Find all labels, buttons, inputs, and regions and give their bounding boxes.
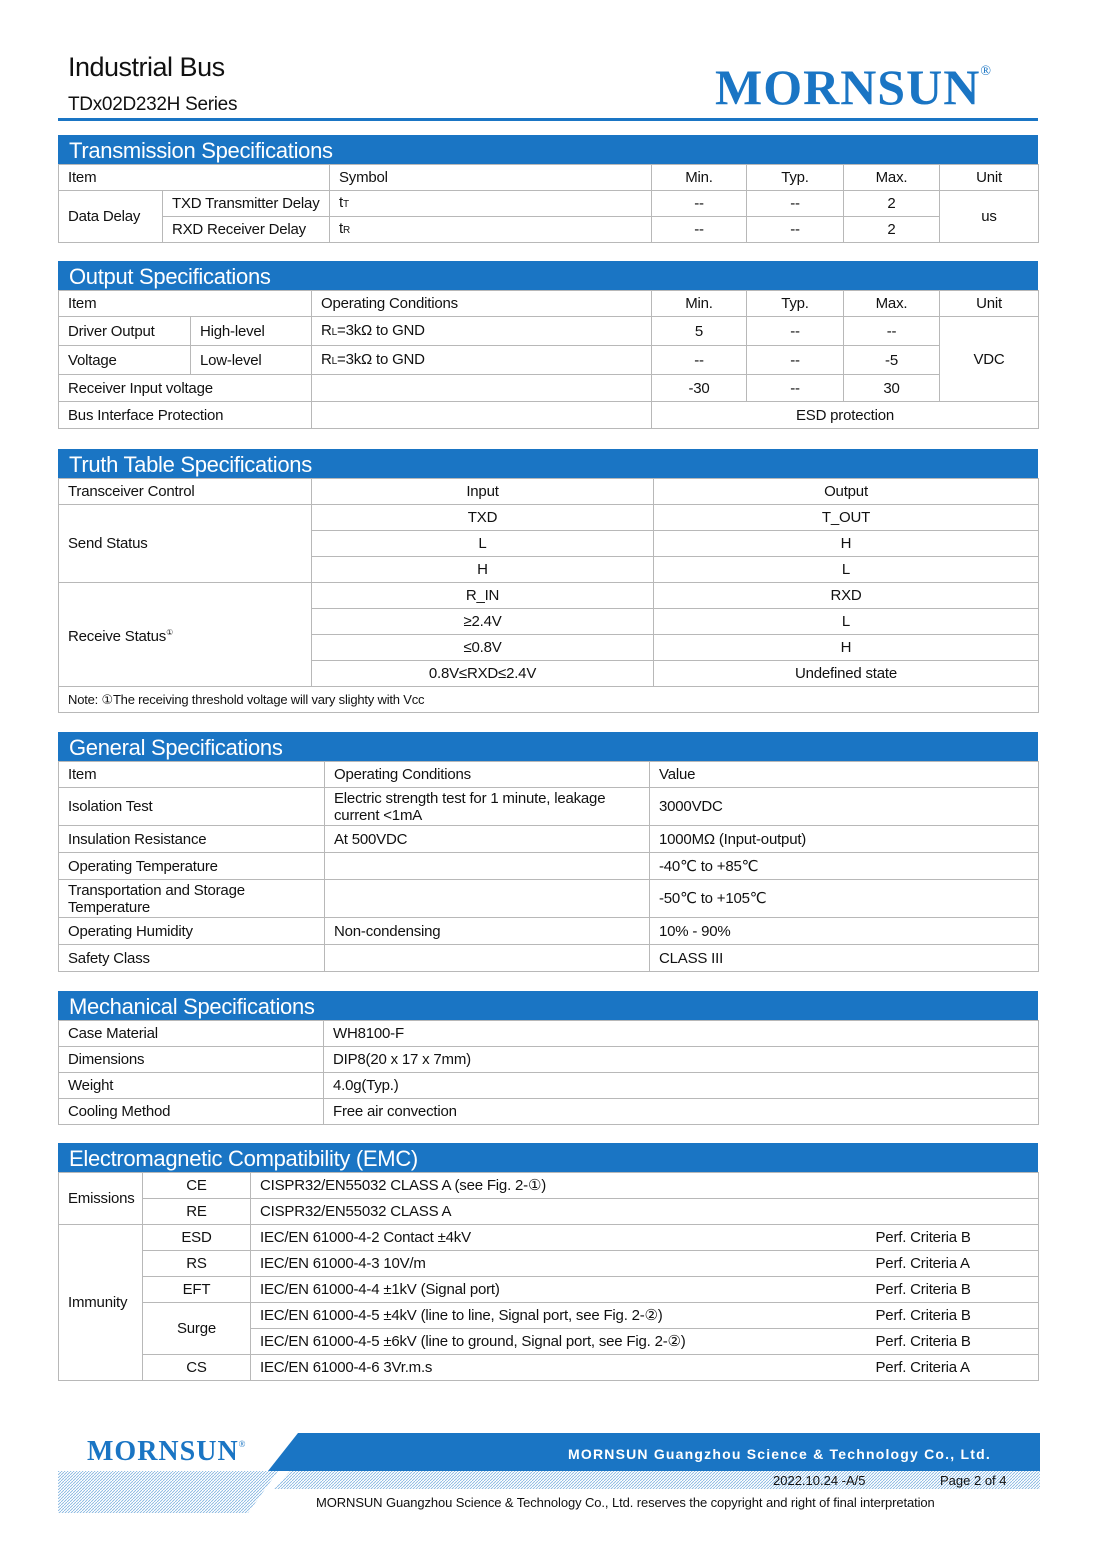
table-cell: 4.0g(Typ.)	[324, 1073, 1039, 1099]
table-cell: CS	[143, 1355, 251, 1381]
table-cell: -30	[652, 375, 747, 402]
table-header: Item	[59, 165, 330, 191]
truth-table-section	[58, 449, 1038, 713]
table-cell: L	[654, 609, 1039, 635]
table-cell: Perf. Criteria B	[867, 1225, 1039, 1251]
table-cell: 30	[844, 375, 940, 402]
table-cell: L	[312, 531, 654, 557]
table-cell: RS	[143, 1251, 251, 1277]
table-cell: Receiver Input voltage	[59, 375, 312, 402]
table-row	[59, 945, 1039, 972]
table-row	[59, 1225, 1039, 1251]
table-row	[59, 1277, 1039, 1303]
table-row	[59, 346, 1039, 375]
table-header-row	[59, 762, 1039, 788]
row-group-label: Emissions	[59, 1173, 143, 1225]
table-row	[59, 826, 1039, 853]
footer-copyright: MORNSUN Guangzhou Science & Technology Co., Ltd. reserves the copyright and right of final interpretation	[316, 1495, 935, 1510]
table-row	[59, 505, 1039, 531]
table-row	[59, 1073, 1039, 1099]
table-header: Output	[654, 479, 1039, 505]
emc-section	[58, 1143, 1038, 1381]
note-row	[59, 687, 1039, 713]
table-cell: --	[747, 346, 844, 375]
table-cell: -50℃ to +105℃	[650, 880, 1039, 918]
table-cell: tT	[330, 191, 652, 217]
brand-logo: MORNSUN®	[715, 59, 992, 115]
table-cell: CISPR32/EN55032 CLASS A	[251, 1199, 1039, 1225]
table-row	[59, 1099, 1039, 1125]
table-row	[59, 402, 1039, 429]
table-cell: Perf. Criteria A	[867, 1355, 1039, 1381]
emc-table	[58, 1172, 1039, 1381]
table-header: Input	[312, 479, 654, 505]
table-header: Operating Conditions	[325, 762, 650, 788]
table-header: Unit	[940, 165, 1039, 191]
table-header: Transceiver Control	[59, 479, 312, 505]
table-cell	[325, 880, 650, 918]
table-cell: tR	[330, 217, 652, 243]
table-cell: Transportation and Storage Temperature	[59, 880, 325, 918]
table-cell: R_IN	[312, 583, 654, 609]
mechanical-table	[58, 1020, 1039, 1125]
table-cell: --	[747, 375, 844, 402]
table-cell: Operating Humidity	[59, 918, 325, 945]
table-cell: VDC	[940, 317, 1039, 402]
output-table	[58, 290, 1039, 429]
table-cell: Insulation Resistance	[59, 826, 325, 853]
table-row	[59, 1021, 1039, 1047]
table-note: Note: ①The receiving threshold voltage will vary slighty with Vcc	[59, 687, 1039, 713]
table-cell: 0.8V≤RXD≤2.4V	[312, 661, 654, 687]
table-cell: --	[747, 191, 844, 217]
section-title: Mechanical Specifications	[58, 991, 1038, 1020]
transmission-table	[58, 164, 1039, 243]
table-cell: IEC/EN 61000-4-3 10V/m	[251, 1251, 867, 1277]
table-row	[59, 375, 1039, 402]
table-cell: --	[652, 346, 747, 375]
table-header: Min.	[652, 165, 747, 191]
table-cell: High-level	[191, 317, 312, 346]
table-cell: --	[844, 317, 940, 346]
table-cell	[325, 853, 650, 880]
table-cell: CISPR32/EN55032 CLASS A (see Fig. 2-①)	[251, 1173, 1039, 1199]
table-row	[59, 317, 1039, 346]
footer-page-number: Page 2 of 4	[940, 1473, 1007, 1488]
row-group-label: Immunity	[59, 1225, 143, 1381]
table-cell: Undefined state	[654, 661, 1039, 687]
table-row	[59, 1355, 1039, 1381]
general-section	[58, 732, 1038, 972]
table-cell: us	[940, 191, 1039, 243]
table-cell: 10% - 90%	[650, 918, 1039, 945]
footer-company: MORNSUN Guangzhou Science & Technology Co., Ltd.	[568, 1446, 991, 1462]
table-cell: EFT	[143, 1277, 251, 1303]
table-cell: DIP8(20 x 17 x 7mm)	[324, 1047, 1039, 1073]
truth-table	[58, 478, 1039, 713]
table-cell: 2	[844, 217, 940, 243]
doc-title: Industrial Bus	[68, 52, 225, 82]
general-table	[58, 761, 1039, 972]
table-header: Value	[650, 762, 1039, 788]
table-cell: T_OUT	[654, 505, 1039, 531]
table-cell: 2	[844, 191, 940, 217]
table-cell: IEC/EN 61000-4-5 ±6kV (line to ground, Signal port, see Fig. 2-②)	[251, 1329, 867, 1355]
table-cell: Dimensions	[59, 1047, 324, 1073]
table-cell: --	[747, 317, 844, 346]
table-cell: 5	[652, 317, 747, 346]
table-header: Typ.	[747, 165, 844, 191]
table-cell: H	[312, 557, 654, 583]
row-group-label: Driver Output	[59, 317, 191, 346]
table-header: Symbol	[330, 165, 652, 191]
table-cell: WH8100-F	[324, 1021, 1039, 1047]
table-cell: ESD protection	[652, 402, 1039, 429]
table-cell: CE	[143, 1173, 251, 1199]
table-header: Operating Conditions	[312, 291, 652, 317]
header-rule	[58, 118, 1038, 121]
table-header: Max.	[844, 165, 940, 191]
table-cell: RL=3kΩ to GND	[312, 317, 652, 346]
table-cell: Surge	[143, 1303, 251, 1355]
table-cell: CLASS III	[650, 945, 1039, 972]
table-row	[59, 1173, 1039, 1199]
table-cell	[312, 402, 652, 429]
table-cell: --	[652, 191, 747, 217]
table-cell: Perf. Criteria B	[867, 1277, 1039, 1303]
table-cell: Operating Temperature	[59, 853, 325, 880]
table-cell: Free air convection	[324, 1099, 1039, 1125]
table-cell: Perf. Criteria B	[867, 1303, 1039, 1329]
table-header: Item	[59, 762, 325, 788]
table-header: Item	[59, 291, 312, 317]
table-cell: At 500VDC	[325, 826, 650, 853]
table-cell: -40℃ to +85℃	[650, 853, 1039, 880]
section-title: Transmission Specifications	[58, 135, 1038, 164]
section-title: Electromagnetic Compatibility (EMC)	[58, 1143, 1038, 1172]
table-cell: ≥2.4V	[312, 609, 654, 635]
table-row	[59, 853, 1039, 880]
table-cell: Non-condensing	[325, 918, 650, 945]
output-section	[58, 261, 1038, 429]
table-cell: Low-level	[191, 346, 312, 375]
table-header: Min.	[652, 291, 747, 317]
table-row	[59, 788, 1039, 826]
row-group-label: Send Status	[59, 505, 312, 583]
table-cell: RE	[143, 1199, 251, 1225]
table-header-row	[59, 479, 1039, 505]
table-header: Typ.	[747, 291, 844, 317]
section-title: General Specifications	[58, 732, 1038, 761]
table-cell: IEC/EN 61000-4-6 3Vr.m.s	[251, 1355, 867, 1381]
table-cell: --	[747, 217, 844, 243]
table-cell: --	[652, 217, 747, 243]
table-row	[59, 1047, 1039, 1073]
table-cell: Perf. Criteria B	[867, 1329, 1039, 1355]
row-group-label: Receive Status①	[59, 583, 312, 687]
table-cell: Cooling Method	[59, 1099, 324, 1125]
doc-series: TDx02D232H Series	[68, 94, 238, 115]
table-cell: H	[654, 635, 1039, 661]
table-row	[59, 583, 1039, 609]
table-cell: Isolation Test	[59, 788, 325, 826]
table-cell: ESD	[143, 1225, 251, 1251]
table-header: Max.	[844, 291, 940, 317]
table-cell: TXD Transmitter Delay	[163, 191, 330, 217]
table-row	[59, 918, 1039, 945]
table-cell: H	[654, 531, 1039, 557]
table-cell: TXD	[312, 505, 654, 531]
table-row	[59, 191, 1039, 217]
transmission-section	[58, 135, 1038, 243]
table-cell: IEC/EN 61000-4-2 Contact ±4kV	[251, 1225, 867, 1251]
row-group-label: Data Delay	[59, 191, 163, 243]
row-group-label: Voltage	[59, 346, 191, 375]
table-header: Unit	[940, 291, 1039, 317]
table-cell: Perf. Criteria A	[867, 1251, 1039, 1277]
table-cell: IEC/EN 61000-4-4 ±1kV (Signal port)	[251, 1277, 867, 1303]
table-cell: ≤0.8V	[312, 635, 654, 661]
table-cell: IEC/EN 61000-4-5 ±4kV (line to line, Signal port, see Fig. 2-②)	[251, 1303, 867, 1329]
table-header-row	[59, 291, 1039, 317]
table-cell	[312, 375, 652, 402]
table-cell: RXD	[654, 583, 1039, 609]
table-cell	[325, 945, 650, 972]
table-cell: 1000MΩ (Input-output)	[650, 826, 1039, 853]
footer-logo: MORNSUN®	[87, 1436, 247, 1467]
table-cell: Safety Class	[59, 945, 325, 972]
mechanical-section	[58, 991, 1038, 1125]
table-header-row	[59, 165, 1039, 191]
table-row	[59, 1251, 1039, 1277]
table-row	[59, 1303, 1039, 1329]
footer-date: 2022.10.24 -A/5	[773, 1473, 866, 1488]
table-row	[59, 880, 1039, 918]
table-cell: -5	[844, 346, 940, 375]
table-cell: L	[654, 557, 1039, 583]
table-cell: 3000VDC	[650, 788, 1039, 826]
table-row	[59, 1199, 1039, 1225]
table-row	[59, 217, 1039, 243]
table-cell: Weight	[59, 1073, 324, 1099]
section-title: Truth Table Specifications	[58, 449, 1038, 478]
section-title: Output Specifications	[58, 261, 1038, 290]
table-cell: Case Material	[59, 1021, 324, 1047]
table-cell: RL=3kΩ to GND	[312, 346, 652, 375]
table-cell: RXD Receiver Delay	[163, 217, 330, 243]
table-cell: Bus Interface Protection	[59, 402, 312, 429]
table-cell: Electric strength test for 1 minute, leakage current <1mA	[325, 788, 650, 826]
